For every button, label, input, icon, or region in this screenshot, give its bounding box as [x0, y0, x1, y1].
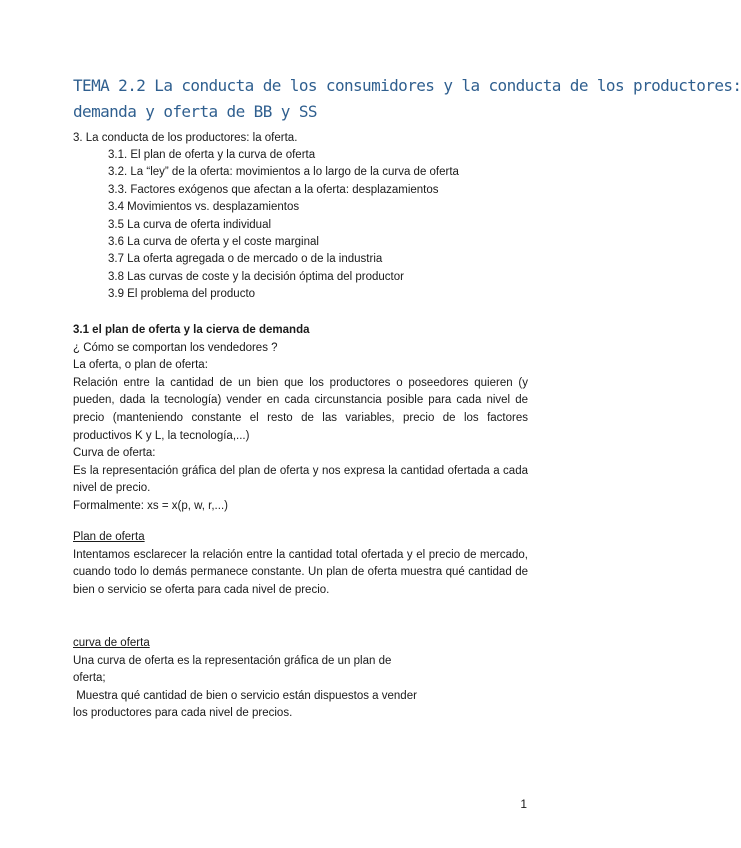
paragraph: Intentamos esclarecer la relación entre la cantidad total ofertada y el precio de mercado, cuando todo lo demás permanece constante. Un plan de oferta muestra qué cantidad de bien o servicio se oferta para cada nivel de precio. [73, 548, 528, 596]
section-plan-oferta-curva [73, 322, 528, 516]
toc-item: 3.7 La oferta agregada o de mercado o de la industria [108, 253, 383, 266]
intro-heading: 3. La conducta de los productores: la oferta. [73, 132, 298, 144]
toc-item: 3.3. Factores exógenos que afectan a la oferta: desplazamientos [108, 183, 439, 196]
curve-label: Curva de oferta: [73, 447, 156, 460]
paragraph-line: los productores para cada nivel de precios. [73, 707, 293, 720]
toc-item: 3.5 La curva de oferta individual [108, 218, 272, 231]
toc-item: 3.9 El problema del producto [108, 288, 256, 301]
paragraph-line: Muestra qué cantidad de bien o servicio están dispuestos a vender [73, 689, 417, 702]
formal-text: Formalmente: xs = x(p, w, r,...) [73, 499, 228, 512]
question-text: ¿ Cómo se comportan los vendedores ? [73, 341, 278, 354]
toc-item: 3.1. El plan de oferta y la curva de oferta [108, 149, 316, 161]
section-heading: curva de oferta [73, 637, 150, 649]
toc-item: 3.8 Las curvas de coste y la decisión óptima del productor [108, 270, 404, 283]
section-heading: 3.1 el plan de oferta y la cierva de demanda [73, 324, 310, 336]
paragraph-line: Una curva de oferta es la representación gráfica de un plan de [73, 654, 392, 667]
title-line-1: TEMA 2.2 La conducta de los consumidores y la conducta de los productores: [73, 76, 741, 95]
title-line-2: demanda y oferta de BB y SS [73, 102, 317, 121]
definition-text: Relación entre la cantidad de un bien que los productores o poseedores quieren (y pueden, dada la tecnología) vender en cada circunstancia posible para cada nivel de precio (manteniendo constante el resto de las variables, precio de los factores productivos K y L, la tecnología,...) [73, 376, 528, 442]
section-curva-de-oferta [73, 635, 528, 723]
toc-item: 3.4 Movimientos vs. desplazamientos [108, 201, 300, 214]
page-number: 1 [520, 797, 527, 811]
table-of-contents [108, 147, 459, 304]
curve-text: Es la representación gráfica del plan de oferta y nos expresa la cantidad ofertada a cada nivel de precio. [73, 464, 528, 495]
paragraph-line: oferta; [73, 672, 106, 685]
toc-item: 3.2. La “ley” de la oferta: movimientos a lo largo de la curva de oferta [108, 166, 459, 179]
definition-label: La oferta, o plan de oferta: [73, 359, 208, 372]
toc-item: 3.6 La curva de oferta y el coste marginal [108, 236, 319, 249]
page-title [73, 73, 741, 125]
section-plan-de-oferta [73, 529, 528, 599]
section-heading: Plan de oferta [73, 531, 145, 543]
